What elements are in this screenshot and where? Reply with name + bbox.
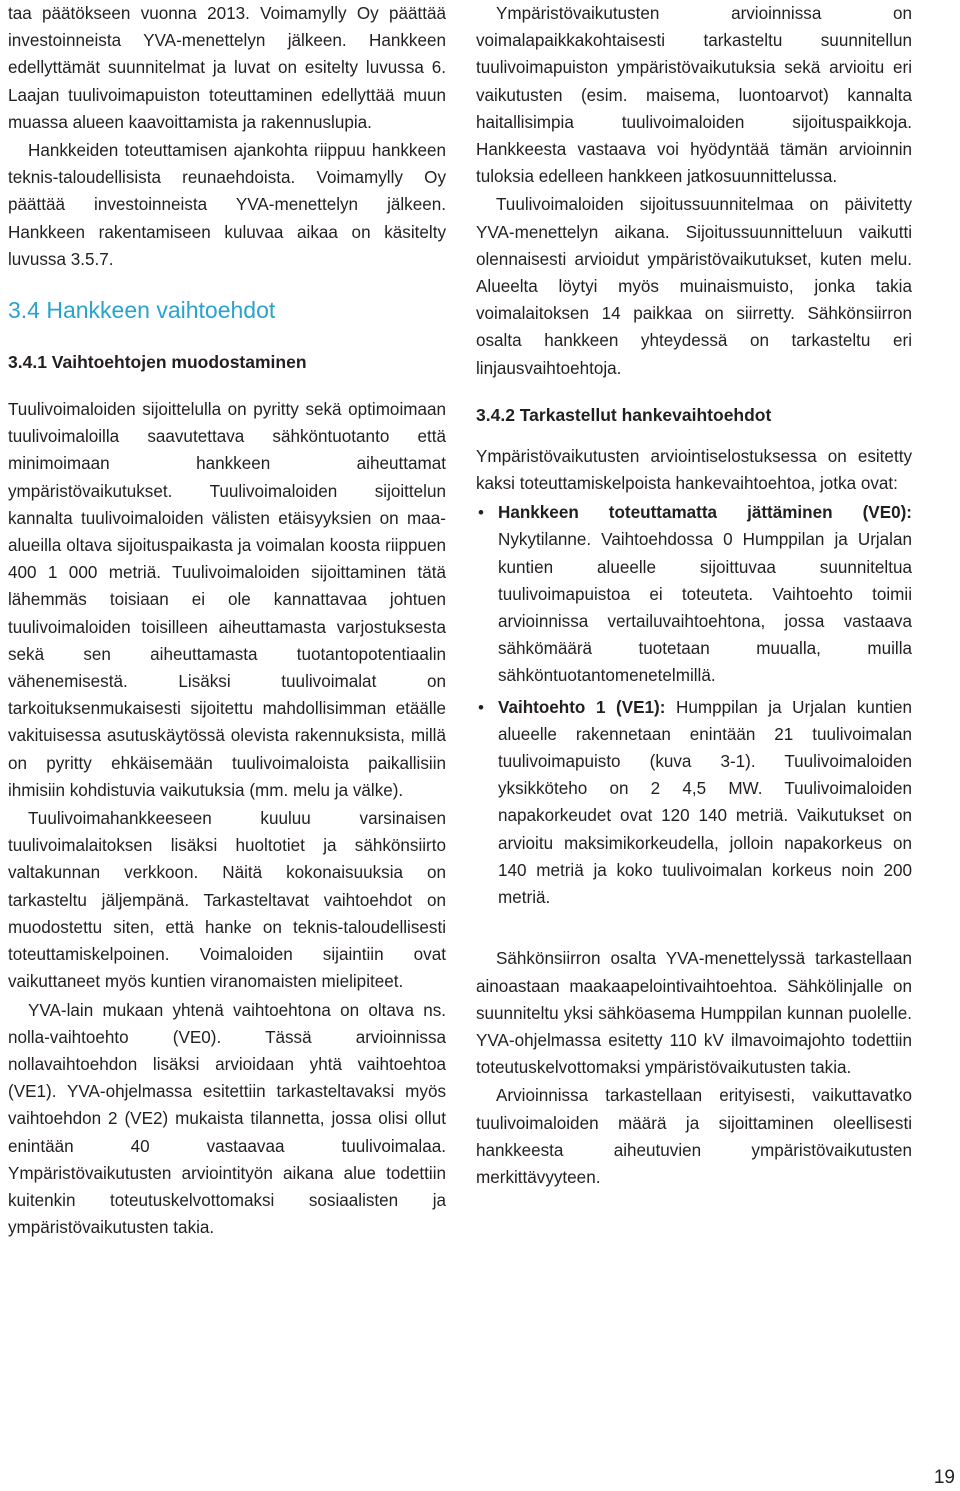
list-item-text: Humppilan ja Urjalan kuntien alueelle rakennetaan enintään 21 tuulivoimalan tuulivoimapuisto (kuva 3-1). Tuulivoimaloiden yksikköteho on 2 4,5 MW. Tuulivoimaloiden napakorkeudet ovat 120 140 metriä. Vaikutukset on arvioitu maksimikorkeudella, jolloin napakorkeus on 140 metriä ja koko tuulivoimalan korkeus noin 200 metriä. bbox=[498, 697, 913, 908]
paragraph: Ympäristövaikutusten arviointiselostuksessa on esitetty kaksi toteuttamiskelpoista hankevaihtoehtoa, jotka ovat: bbox=[476, 446, 912, 494]
list-item-text: Nykytilanne. Vaihtoehdossa 0 Humppilan ja Urjalan kuntien alueelle sijoittuvaa suunniteltua tuulivoimapuistoa ei toteuteta. Vaihtoehto toimii arvioinnissa vertailuvaihtoehtona, jossa vastaava sähkömäärä tuotetaan muualla, muilla sähköntuotantomenetelmillä. bbox=[498, 530, 912, 686]
alternatives-list bbox=[476, 499, 912, 911]
paragraph: Hankkeiden toteuttamisen ajankohta riippuu hankkeen teknis-taloudellisista reunaehdoista. Voimamylly Oy päättää investoinneista YVA-menettelyn jälkeen. Hankkeen rakentamiseen kuluvaa aikaa on käsitelty luvussa 3.5.7. bbox=[8, 141, 446, 269]
list-item-title: Hankkeen toteuttamatta jättäminen (VE0): bbox=[498, 503, 912, 523]
paragraph: YVA-lain mukaan yhtenä vaihtoehtona on oltava ns. nolla-vaihtoehto (VE0). Tässä arvioinnissa nollavaihtoehdon lisäksi arvioidaan yhtä vaihtoehtoa (VE1). YVA-ohjelmassa esitettiin tarkasteltavaksi myös vaihtoehdon 2 (VE2) mukaista tilannetta, jossa olisi ollut enintään 40 vastaavaa tuulivoimalaa. Ympäristövaikutusten arviointityön aikana alue todettiin kuitenkin toteutuskelvottomaksi sosiaalisten ja ympäristövaikutusten takia. bbox=[8, 1000, 446, 1238]
list-item-title: Vaihtoehto 1 (VE1): bbox=[498, 697, 666, 717]
subsection-heading: 3.4.1 Vaihtoehtojen muodostaminen bbox=[8, 352, 307, 373]
page-number: 19 bbox=[933, 1467, 955, 1488]
paragraph: Sähkönsiirron osalta YVA-menettelyssä tarkastellaan ainoastaan maakaapelointivaihtoehtoa. Sähkölinjalle on suunniteltu yksi sähköasema Humppilan kunnan puolelle. YVA-ohjelmassa esitetty 110 kV ilmavoimajohto todettiin toteutuskelvottomaksi ympäristövaikutusten takia. bbox=[476, 949, 912, 1078]
paragraph: Ympäristövaikutusten arvioinnissa on voimalapaikkakohtaisesti tarkasteltu suunnitellun tuulivoimapuiston ympäristövaikutuksia sekä arvioitu eri vaikutusten (esim. maisema, luontoarvot) kannalta haitallisimpia tuulivoimaloiden sijoituspaikkoja. Hankkeesta vastaava voi hyödyntää tämän arvioinnin tuloksia edelleen hankkeen jatkosuunnittelussa. bbox=[476, 4, 912, 187]
paragraph: taa päätökseen vuonna 2013. Voimamylly Oy päättää investoinneista YVA-menettelyn jälkeen. Hankkeen edellyttämät suunnitelmat ja luvat on esitelty luvussa 6. Laajan tuulivoimapuiston toteuttaminen edellyttää muun muassa alueen kaavoittamista ja rakennuslupia. bbox=[8, 4, 446, 132]
left-column bbox=[8, 0, 446, 1241]
paragraph: Tuulivoimahankkeeseen kuuluu varsinaisen tuulivoimalaitoksen lisäksi huoltotiet ja sähkönsiirto valtakunnan verkkoon. Näitä kokonaisuuksia on tarkasteltu jäljempänä. Tarkasteltavat vaihtoehdot on muodostettu siten, että hanke on teknis-taloudellisesti toteuttamiskelpoinen. Voimaloiden sijaintiin ovat vaikuttaneet myös kuntien viranomaisten mielipiteet. bbox=[8, 809, 446, 992]
list-item bbox=[476, 499, 912, 689]
list-item bbox=[476, 694, 912, 912]
section-heading: 3.4 Hankkeen vaihtoehdot bbox=[8, 297, 276, 324]
paragraph: Tuulivoimaloiden sijoitussuunnitelmaa on päivitetty YVA-menettelyn aikana. Sijoitussuunnitteluun vaikutti olennaisesti arvioidut ympäristövaikutukset, kuten melu. Alueelta löytyi myös muinaismuisto, jonka takia voimalaitoksen 14 paikkaa on siirretty. Sähkönsiirron osalta hankkeen yhteydessä on tarkasteltu eri linjausvaihtoehtoja. bbox=[476, 195, 912, 378]
subsection-heading: 3.4.2 Tarkastellut hankevaihtoehdot bbox=[476, 404, 772, 425]
paragraph: Arvioinnissa tarkastellaan erityisesti, vaikuttavatko tuulivoimaloiden määrä ja sijoittaminen oleellisesti hankkeesta aiheutuvien ympäristövaikutusten merkittävyyteen. bbox=[476, 1086, 912, 1187]
right-column bbox=[476, 0, 912, 1191]
paragraph: Tuulivoimaloiden sijoittelulla on pyritty sekä optimoimaan tuulivoimaloilla saavutettava sähköntuotanto että minimoimaan hankkeen aiheuttamat ympäristövaikutukset. Tuulivoimaloiden sijoittelun kannalta tuulivoimaloiden välisten etäisyyksien on maa-alueilla oltava sijoituspaikasta ja voimalan koosta riippuen 400 1 000 metriä. Tuulivoimaloiden sijoittaminen tätä lähemmäs toisiaan ei ole kannattavaa johtuen tuulivoimaloiden toisilleen aiheuttamasta varjostuksesta sekä sen aiheuttamasta tuotantopotentiaalin vähenemisestä. Lisäksi tuulivoimalat on tarkoituksenmukaisesti sijoitettu mahdollisimman etäälle vakituisessa asutuskäytössä olevista rakennuksista, millä on pyritty ehkäisemään tuulivoimaloista paikallisiin ihmisiin kohdistuvia vaikutuksia (mm. melu ja välke). bbox=[8, 400, 446, 800]
